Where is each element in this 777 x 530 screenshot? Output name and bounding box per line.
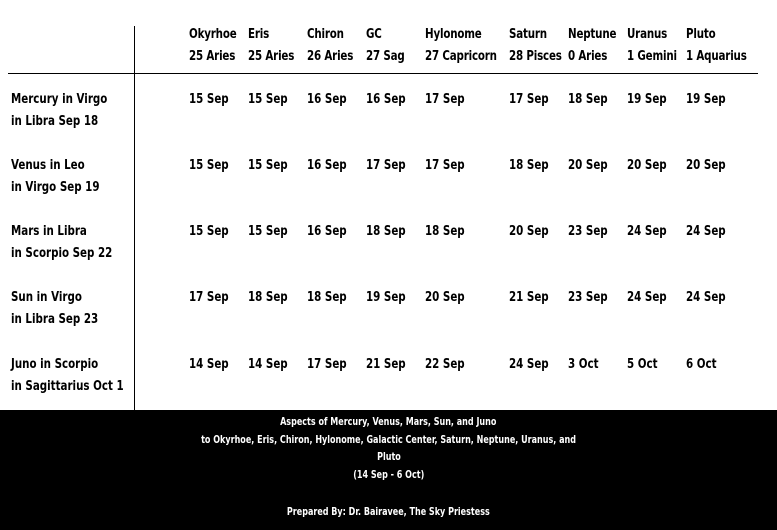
column-header-eris: Eris 25 Aries [248, 27, 295, 64]
table-cell: 24 Sep [686, 224, 726, 239]
table-cell: 16 Sep [307, 92, 347, 107]
table-cell: 18 Sep [568, 92, 608, 107]
table-cell: 24 Sep [627, 290, 667, 305]
column-header-saturn: Saturn 28 Pisces [509, 27, 562, 64]
table-cell: 17 Sep [425, 92, 465, 107]
table-cell: 15 Sep [189, 92, 229, 107]
table-cell: 17 Sep [509, 92, 549, 107]
table-cell: 22 Sep [425, 357, 465, 372]
row-label-mars: Mars in Libra in Scorpio Sep 22 [11, 224, 113, 261]
footer-caption [0, 410, 777, 530]
table-cell: 14 Sep [248, 357, 288, 372]
table-cell: 20 Sep [686, 158, 726, 173]
table-cell: 16 Sep [366, 92, 406, 107]
table-cell: 17 Sep [189, 290, 229, 305]
table-cell: 17 Sep [307, 357, 347, 372]
column-header-pluto: Pluto 1 Aquarius [686, 27, 747, 64]
column-header-chiron: Chiron 26 Aries [307, 27, 354, 64]
column-header-hylonome: Hylonome 27 Capricorn [425, 27, 497, 64]
table-cell: 23 Sep [568, 290, 608, 305]
table-cell: 15 Sep [189, 158, 229, 173]
table-cell: 17 Sep [366, 158, 406, 173]
table-cell: 15 Sep [248, 92, 288, 107]
table-cell: 3 Oct [568, 357, 599, 372]
table-cell: 23 Sep [568, 224, 608, 239]
table-cell: 24 Sep [509, 357, 549, 372]
row-label-sun: Sun in Virgo in Libra Sep 23 [11, 290, 99, 327]
header-divider [8, 73, 758, 74]
column-header-neptune: Neptune 0 Aries [568, 27, 617, 64]
row-label-mercury: Mercury in Virgo in Libra Sep 18 [11, 92, 108, 129]
table-cell: 24 Sep [627, 224, 667, 239]
footer-line-4: (14 Sep - 6 Oct) [352, 469, 424, 481]
table-cell: 14 Sep [189, 357, 229, 372]
table-cell: 18 Sep [307, 290, 347, 305]
table-cell: 19 Sep [686, 92, 726, 107]
table-cell: 20 Sep [568, 158, 608, 173]
column-header-uranus: Uranus 1 Gemini [627, 27, 677, 64]
row-label-venus: Venus in Leo in Virgo Sep 19 [11, 158, 100, 195]
table-cell: 18 Sep [248, 290, 288, 305]
vertical-divider [134, 26, 135, 410]
table-cell: 15 Sep [248, 224, 288, 239]
footer-line-2: to Okyrhoe, Eris, Chiron, Hylonome, Galactic Center, Saturn, Neptune, Uranus, and [201, 434, 576, 446]
table-cell: 16 Sep [307, 224, 347, 239]
table-cell: 15 Sep [189, 224, 229, 239]
footer-line-3: Pluto [376, 451, 401, 463]
table-cell: 15 Sep [248, 158, 288, 173]
table-cell: 16 Sep [307, 158, 347, 173]
column-header-gc: GC 27 Sag [366, 27, 405, 64]
table-cell: 17 Sep [425, 158, 465, 173]
table-cell: 18 Sep [509, 158, 549, 173]
table-cell: 19 Sep [627, 92, 667, 107]
table-cell: 21 Sep [509, 290, 549, 305]
footer-line-1: Aspects of Mercury, Venus, Mars, Sun, and Juno [280, 416, 497, 428]
table-cell: 5 Oct [627, 357, 658, 372]
table-cell: 21 Sep [366, 357, 406, 372]
table-cell: 20 Sep [509, 224, 549, 239]
table-cell: 18 Sep [425, 224, 465, 239]
column-header-okyrhoe: Okyrhoe 25 Aries [189, 27, 237, 64]
table-cell: 6 Oct [686, 357, 717, 372]
table-cell: 20 Sep [425, 290, 465, 305]
row-label-juno: Juno in Scorpio in Sagittarius Oct 1 [11, 357, 124, 394]
table-cell: 18 Sep [366, 224, 406, 239]
table-cell: 24 Sep [686, 290, 726, 305]
table-cell: 19 Sep [366, 290, 406, 305]
table-cell: 20 Sep [627, 158, 667, 173]
footer-line-5: Prepared By: Dr. Bairavee, The Sky Priestess [287, 506, 490, 518]
